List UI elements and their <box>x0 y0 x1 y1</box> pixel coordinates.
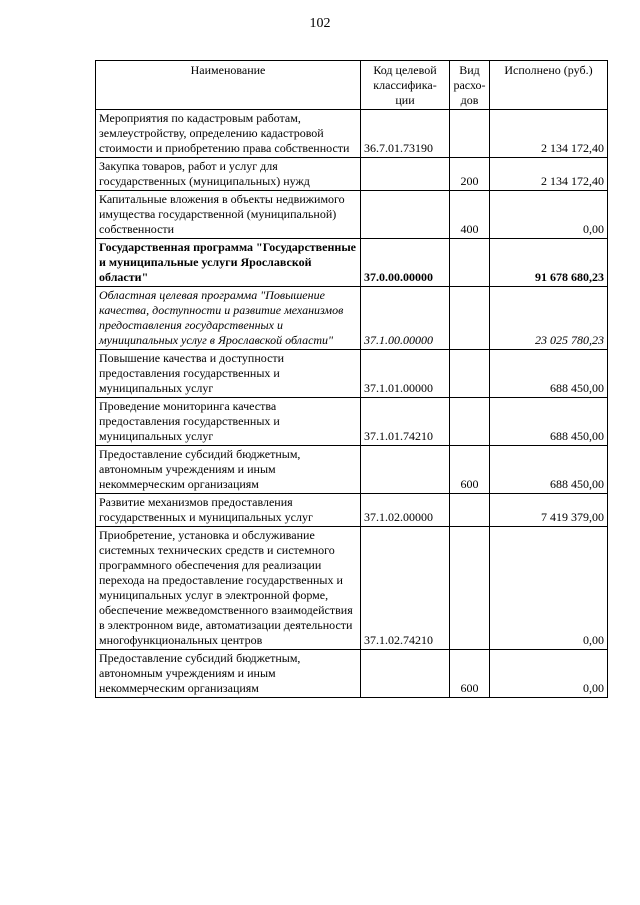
row-name: Государственная программа "Государственные и муниципальные услуги Ярославской области" <box>96 239 361 287</box>
row-kind: 600 <box>450 650 490 698</box>
table-row <box>96 527 608 650</box>
row-code: 37.1.02.00000 <box>361 494 450 527</box>
row-code: 36.7.01.73190 <box>361 110 450 158</box>
row-name: Повышение качества и доступности предоставления государственных и муниципальных услуг <box>96 350 361 398</box>
row-name: Мероприятия по кадастровым работам, землеустройству, определению кадастровой стоимости и приобретению права собственности <box>96 110 361 158</box>
row-amount: 2 134 172,40 <box>490 110 608 158</box>
row-name: Капитальные вложения в объекты недвижимого имущества государственной (муниципальной) собственности <box>96 191 361 239</box>
row-name: Проведение мониторинга качества предоставления государственных и муниципальных услуг <box>96 398 361 446</box>
table-row <box>96 446 608 494</box>
row-kind <box>450 239 490 287</box>
row-amount: 688 450,00 <box>490 350 608 398</box>
row-name: Закупка товаров, работ и услуг для государственных (муниципальных) нужд <box>96 158 361 191</box>
row-code: 37.1.00.00000 <box>361 287 450 350</box>
row-code: 37.1.01.74210 <box>361 398 450 446</box>
row-amount: 2 134 172,40 <box>490 158 608 191</box>
table-row <box>96 494 608 527</box>
row-code <box>361 446 450 494</box>
page-number: 102 <box>309 16 331 31</box>
row-name: Областная целевая программа "Повышение качества, доступности и развитие механизмов предоставления государственных и муниципальных услуг в Ярославской области" <box>96 287 361 350</box>
row-code <box>361 158 450 191</box>
row-kind <box>450 287 490 350</box>
row-code: 37.1.01.00000 <box>361 350 450 398</box>
row-code: 37.1.02.74210 <box>361 527 450 650</box>
budget-table <box>95 60 608 698</box>
row-code <box>361 650 450 698</box>
row-name: Приобретение, установка и обслуживание системных технических средств и системного программного обеспечения для реализации перехода на предоставление государственных и муниципальных услуг в электронной форме, обеспечение межведомственного взаимодействия в электронном виде, автоматизации деятельности многофункциональных центров <box>96 527 361 650</box>
row-amount: 91 678 680,23 <box>490 239 608 287</box>
row-kind <box>450 494 490 527</box>
row-kind <box>450 350 490 398</box>
row-name: Развитие механизмов предоставления государственных и муниципальных услуг <box>96 494 361 527</box>
header-name: Наименование <box>96 61 361 110</box>
row-kind <box>450 110 490 158</box>
table-row <box>96 158 608 191</box>
header-code: Код целевой классифика-ции <box>361 61 450 110</box>
row-kind: 200 <box>450 158 490 191</box>
table-row-subprogram <box>96 287 608 350</box>
header-kind: Вид расхо-дов <box>450 61 490 110</box>
row-amount: 23 025 780,23 <box>490 287 608 350</box>
table-row-program <box>96 239 608 287</box>
table-header-row <box>96 61 608 110</box>
row-name: Предоставление субсидий бюджетным, автономным учреждениям и иным некоммерческим организациям <box>96 446 361 494</box>
row-code <box>361 191 450 239</box>
table-row <box>96 191 608 239</box>
table-row <box>96 398 608 446</box>
row-amount: 0,00 <box>490 527 608 650</box>
row-amount: 0,00 <box>490 191 608 239</box>
table-row <box>96 350 608 398</box>
row-amount: 0,00 <box>490 650 608 698</box>
row-amount: 688 450,00 <box>490 398 608 446</box>
row-kind <box>450 527 490 650</box>
row-kind <box>450 398 490 446</box>
row-kind: 400 <box>450 191 490 239</box>
row-amount: 688 450,00 <box>490 446 608 494</box>
row-kind: 600 <box>450 446 490 494</box>
row-amount: 7 419 379,00 <box>490 494 608 527</box>
row-name: Предоставление субсидий бюджетным, автономным учреждениям и иным некоммерческим организациям <box>96 650 361 698</box>
table-row <box>96 110 608 158</box>
table-row <box>96 650 608 698</box>
header-amount: Исполнено (руб.) <box>490 61 608 110</box>
row-code: 37.0.00.00000 <box>361 239 450 287</box>
